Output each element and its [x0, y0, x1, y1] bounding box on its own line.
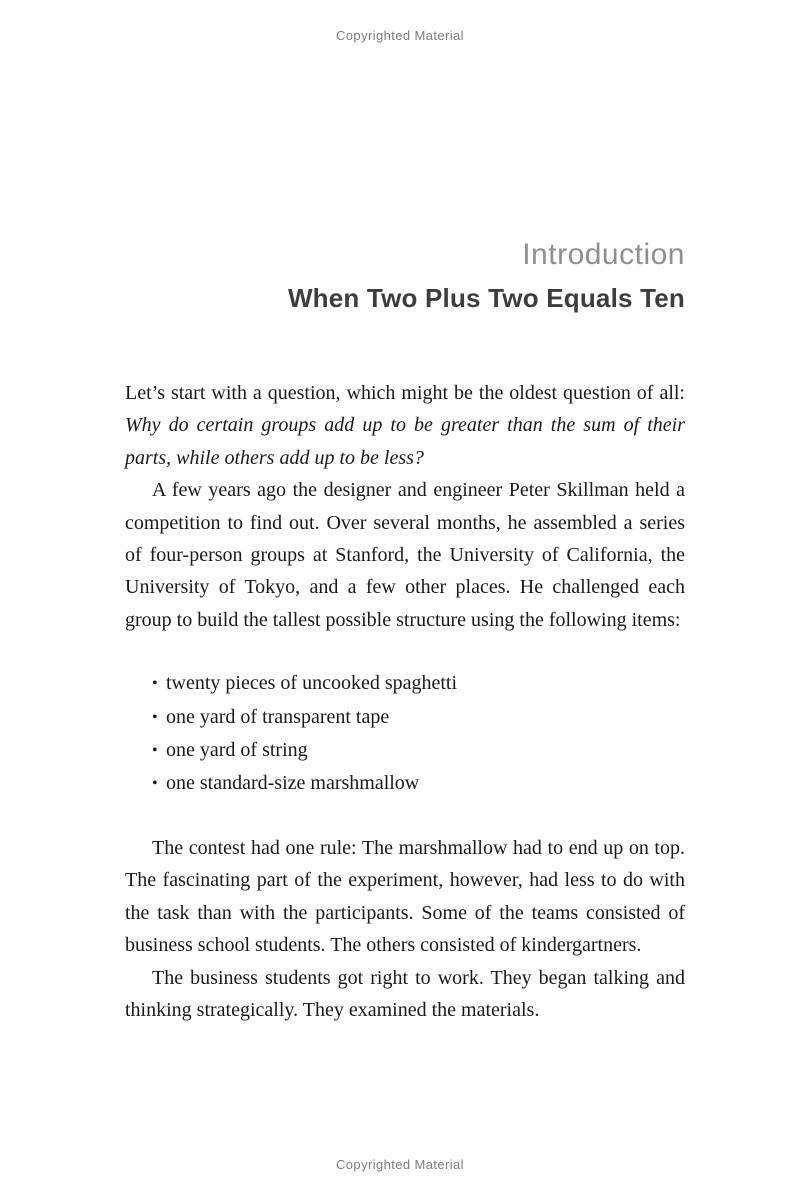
list-item [152, 734, 685, 767]
paragraph-1-lead: Let’s start with a question, which might be the oldest question of all: [125, 382, 685, 404]
materials-list [152, 667, 685, 801]
chapter-header [288, 238, 685, 314]
list-item [152, 767, 685, 800]
page-title: When Two Plus Two Equals Ten [287, 283, 685, 313]
copyright-notice-bottom: Copyrighted Material [336, 1157, 464, 1172]
list-item [152, 701, 685, 734]
chapter-kicker: Introduction [522, 238, 685, 271]
body-text [125, 377, 685, 1026]
list-item-label: one yard of string [166, 739, 308, 762]
copyright-notice-top: Copyrighted Material [336, 28, 464, 43]
list-item-label: twenty pieces of uncooked spaghetti [166, 672, 458, 695]
list-item-label: one standard-size marshmallow [166, 772, 420, 795]
paragraph-1-italic-question: Why do certain groups add up to be greater than the sum of their parts, while others add up to be less? [125, 414, 685, 469]
paragraph-3: The contest had one rule: The marshmallow had to end up on top. The fascinating part of the experiment, however, had less to do with the task than with the participants. Some of the teams consisted of business school students. The others consisted of kindergartners. [125, 836, 685, 957]
list-item-label: one yard of transparent tape [166, 705, 390, 728]
paragraph-4: The business students got right to work. They began talking and thinking strategically. They examined the materials. [125, 966, 685, 1021]
list-item [152, 667, 685, 700]
paragraph-2: A few years ago the designer and engineer Peter Skillman held a competition to find out. Over several months, he assembled a series of four-person groups at Stanford, the University of California, the University of Tokyo, and a few other places. He challenged each group to build the tallest possible structure using the following items: [125, 479, 685, 631]
bullet-icon: • [152, 775, 158, 793]
paragraph-1 [125, 377, 685, 474]
bullet-icon: • [152, 742, 158, 760]
bullet-icon: • [152, 708, 158, 726]
bullet-icon: • [152, 675, 158, 693]
